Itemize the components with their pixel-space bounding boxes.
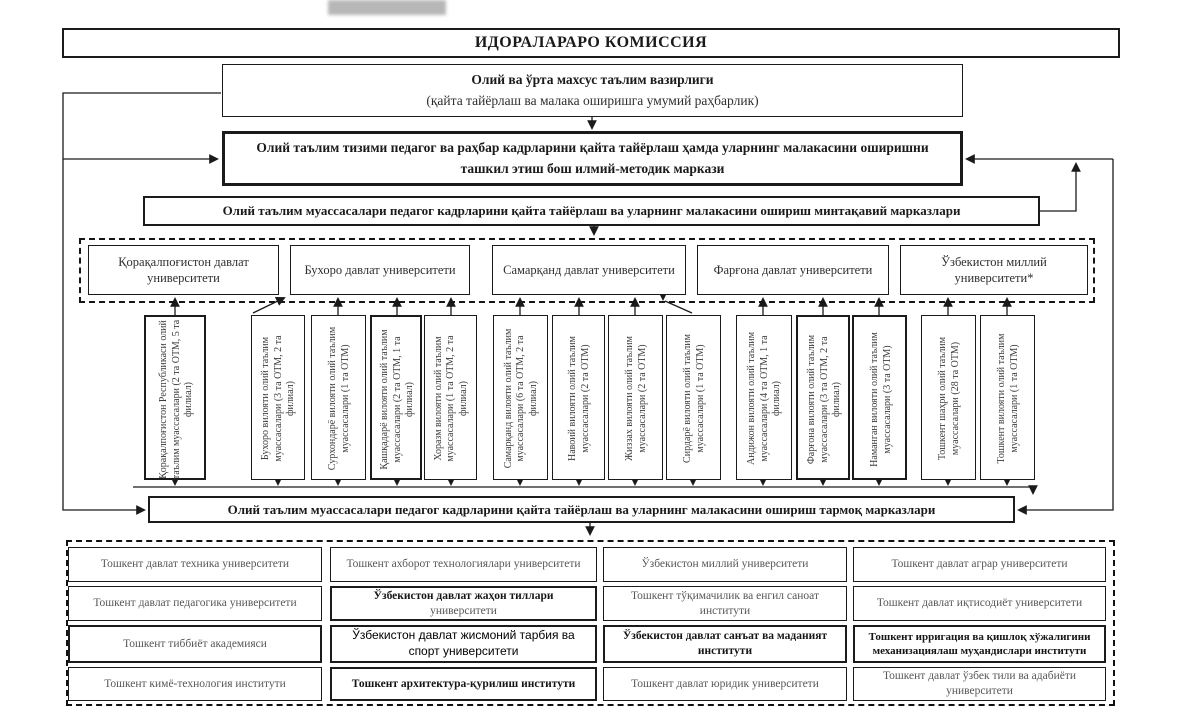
region-institutions-label: Навоий вилояти олий таълим муассасалари (2 та ОТМ) [567,335,591,462]
network-university-cell [68,667,322,701]
region-institutions-box-tashkent-city [921,315,976,480]
network-university-cell [853,586,1106,621]
network-university-cell [330,547,597,582]
cell-label: Тошкент ирригация ва қишлоқ хўжалигини механизациялаш муҳандислари институти [868,630,1091,657]
university-label: Бухоро давлат университети [304,262,456,277]
university-label: Ўзбекистон миллий университети* [941,254,1047,285]
region-institutions-label: Фарғона вилояти олий таълим муассасалари (3 та ОТМ, 2 та филиал) [806,334,843,465]
region-institutions-label: Наманган вилояти олий таълим муассасалари (3 та ОТМ) [869,332,893,467]
region-institutions-box-andijan [736,315,792,480]
region-institutions-box-samarkand [493,315,548,480]
cell-label [340,589,587,619]
region-institutions-label: Сурхондарё вилояти олий таълим муассасалари (1 та ОТМ) [327,326,351,471]
cell-label: Тошкент давлат юридик университети [631,677,819,690]
cell-label: Тошкент тўқимачилик ва енгил саноат институти [631,589,819,617]
region-institutions-label: Қорақалпоғистон Республикаси олий таълим муассасалари (2 та ОТМ, 5 та филиал) [158,319,195,480]
cell-label: Ўзбекистон миллий университети [641,558,809,571]
commission-title-box [62,28,1120,58]
region-institutions-label: Бухоро вилояти олий таълим муассасалари (3 та ОТМ, 2 та филиал) [260,335,297,462]
university-label: Самарқанд давлат университети [503,262,675,277]
network-centers-label: Олий таълим муассасалари педагог кадрларини қайта тайёрлаш ва уларнинг малакасини ошириш тармоқ марказлари [227,501,936,517]
network-university-cell [603,625,847,663]
network-university-cell [68,625,322,663]
region-institutions-box-tashkent-region [980,315,1035,480]
network-university-cell [853,667,1106,701]
cell-label: Тошкент давлат аграр университети [891,558,1068,571]
university-label: Фарғона давлат университети [713,262,873,277]
region-institutions-label: Тошкент вилояти олий таълим муассасалари (1 та ОТМ) [996,333,1020,464]
region-institutions-box-khorezm [424,315,477,480]
cell-label: Тошкент архитектура-қурилиш институти [351,677,576,690]
network-university-cell [68,547,322,582]
network-university-cell [853,547,1106,582]
network-centers-bar [148,496,1015,523]
regional-centers-label: Олий таълим муассасалари педагог кадрларини қайта тайёрлаш ва уларнинг малакасини ошириш минтақавий марказлари [222,203,961,218]
region-institutions-box-syrdarya [666,315,721,480]
region-institutions-box-namangan [852,315,907,480]
university-box-bukhara [290,245,470,295]
cell-label-bold: Ўзбекистон давлат жаҳон тиллари [373,589,554,602]
network-university-cell [330,625,597,663]
university-box-karakalpak [88,245,279,295]
cell-label-rest: университети [430,604,497,617]
scan-artifact [328,0,446,15]
network-university-cell [330,586,597,621]
cell-label: Ўзбекистон давлат жисмоний тарбия ва спорт университети [352,628,575,658]
ministry-box [222,64,963,117]
cell-label: Тошкент давлат техника университети [100,558,290,571]
university-box-samarkand [492,245,686,295]
ministry-subtitle: (қайта тайёрлаш ва малака оширишга умумий раҳбарлик) [426,92,759,108]
university-label: Қорақалпоғистон давлат университети [118,254,249,285]
region-institutions-box-fergana [796,315,850,480]
region-institutions-box-bukhara [251,315,305,480]
network-university-cell [603,547,847,582]
network-university-cell [853,625,1106,663]
cell-label: Тошкент кимё-технология институти [104,677,286,690]
region-institutions-box-karakalpak [144,315,206,480]
region-institutions-box-jizzakh [608,315,663,480]
region-institutions-label: Тошкент шаҳри олий таълим муассасалари (28 та ОТМ) [937,336,961,461]
university-box-fergana [697,245,889,295]
network-university-cell [603,586,847,621]
region-institutions-label: Сирдарё вилояти олий таълим муассасалари (1 та ОТМ) [682,334,706,463]
network-university-cell [603,667,847,701]
region-institutions-label: Самарқанд вилояти олий таълим муассасалари (6 та ОТМ, 2 та филиал) [502,328,539,469]
region-institutions-label: Андижон вилояти олий таълим муассасалари (4 та ОТМ, 1 та филиал) [746,331,783,466]
cell-label: Тошкент давлат ўзбек тили ва адабиёти университети [882,670,1077,697]
head-methodic-center-box [222,131,963,186]
university-box-national [900,245,1088,295]
cell-label: Тошкент ахборот технологиялари университети [346,558,581,571]
cell-label: Тошкент давлат педагогика университети [93,597,297,610]
cell-label: Тошкент тиббиёт академияси [123,637,267,650]
region-institutions-box-kashkadarya [370,315,422,480]
region-institutions-label: Қашқадарё вилояти олий таълим муассасалари (2 та ОТМ, 1 та филиал) [379,329,416,470]
network-university-cell [68,586,322,621]
region-institutions-label: Хоразм вилояти олий таълим муассасалари (1 та ОТМ, 2 та филиал) [432,335,469,462]
region-institutions-label: Жиззах вилояти олий таълим муассасалари (2 та ОТМ) [624,336,648,461]
cell-label: Ўзбекистон давлат санъат ва маданият институти [622,630,828,657]
regional-centers-bar [143,196,1040,226]
head-methodic-center-label: Олий таълим тизими педагог ва раҳбар кадрларини қайта тайёрлаш ҳамда уларнинг малакасини оширишни ташкил этиш бош илмий-методик маркази [256,139,929,176]
cell-label: Тошкент давлат иқтисодиёт университети [876,597,1083,610]
region-institutions-box-surkhandarya [311,315,366,480]
ministry-name: Олий ва ўрта махсус таълим вазирлиги [471,72,714,88]
commission-title: ИДОРАЛАРАРО КОМИССИЯ [474,34,708,51]
region-institutions-box-navoi [552,315,605,480]
network-university-cell [330,667,597,701]
